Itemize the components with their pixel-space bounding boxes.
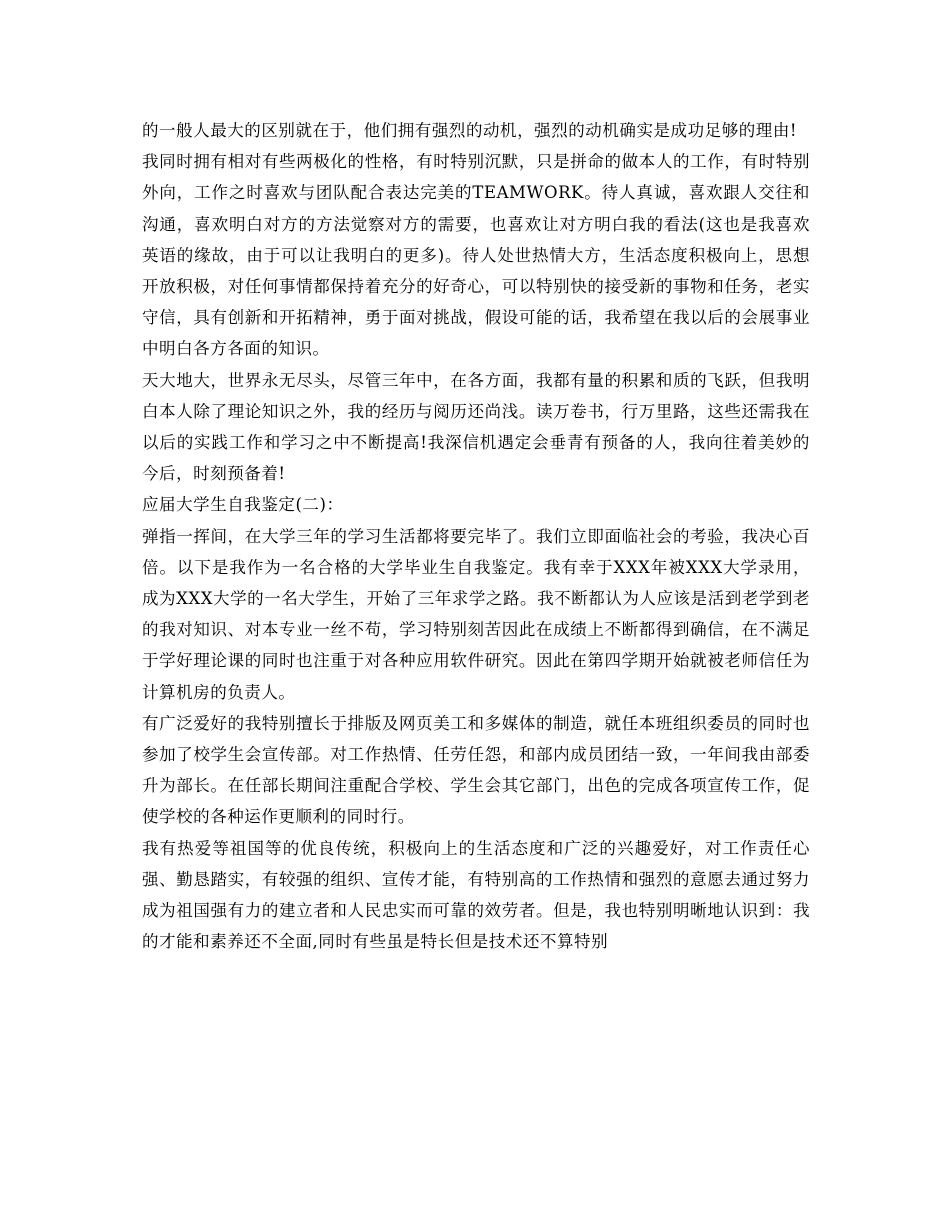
- paragraph-1: 的一般人最大的区别就在于，他们拥有强烈的动机，强烈的动机确实是成功足够的理由!: [142, 121, 798, 140]
- paragraph-2: 我同时拥有相对有些两极化的性格，有时特别沉默，只是拼命的做本人的工作，有时特别外向，工作之时喜欢与团队配合表达完美的TEAMWORK。待人真诚，喜欢跟人交往和沟通，喜欢明白对方的方法觉察对方的需要，也喜欢让对方明白我的看法(这也是我喜欢英语的缘故，由于可以让我明白的更多)。待人处世热情大方，生活态度积极向上，思想开放积极，对任何事情都保持着充分的好奇心，可以特别快的接受新的事物和任务，老实守信，具有创新和开拓精神，勇于面对挑战，假设可能的话，我希望在我以后的会展事业中明白各方各面的知识。: [142, 152, 810, 359]
- paragraph-6: 我有热爱等祖国等的优良传统，积极向上的生活态度和广泛的兴趣爱好，对工作责任心强、勤恳踏实，有较强的组织、宣传才能，有特别高的工作热情和强烈的意愿去通过努力成为祖国强有力的建立者和人民忠实而可靠的效劳者。但是，我也特别明晰地认识到：我的才能和素养还不全面,同时有些虽是特长但是技术还不算特别: [142, 838, 810, 952]
- document-body: [142, 115, 810, 957]
- paragraph-3: 天大地大，世界永无尽头，尽管三年中，在各方面，我都有量的积累和质的飞跃，但我明白本人除了理论知识之外，我的经历与阅历还尚浅。读万卷书，行万里路，这些还需我在以后的实践工作和学习之中不断提高!我深信机遇定会垂青有预备的人，我向往着美妙的今后，时刻预备着!: [142, 370, 810, 484]
- paragraph-5: 有广泛爱好的我特别擅长于排版及网页美工和多媒体的制造，就任本班组织委员的同时也参加了校学生会宣传部。对工作热情、任劳任怨，和部内成员团结一致，一年间我由部委升为部长。在任部长期间注重配合学校、学生会其它部门，出色的完成各项宣传工作，促使学校的各种运作更顺利的同时行。: [142, 713, 810, 827]
- paragraph-4: 弹指一挥间，在大学三年的学习生活都将要完毕了。我们立即面临社会的考验，我决心百倍。以下是我作为一名合格的大学毕业生自我鉴定。我有幸于XXX年被XXX大学录用，成为XXX大学的一名大学生，开始了三年求学之路。我不断都认为人应该是活到老学到老的我对知识、对本专业一丝不苟，学习特别刻苦因此在成绩上不断都得到确信，在不满足于学好理论课的同时也注重于对各种应用软件研究。因此在第四学期开始就被老师信任为计算机房的负责人。: [142, 526, 810, 702]
- section-heading: 应届大学生自我鉴定(二)：: [142, 495, 344, 515]
